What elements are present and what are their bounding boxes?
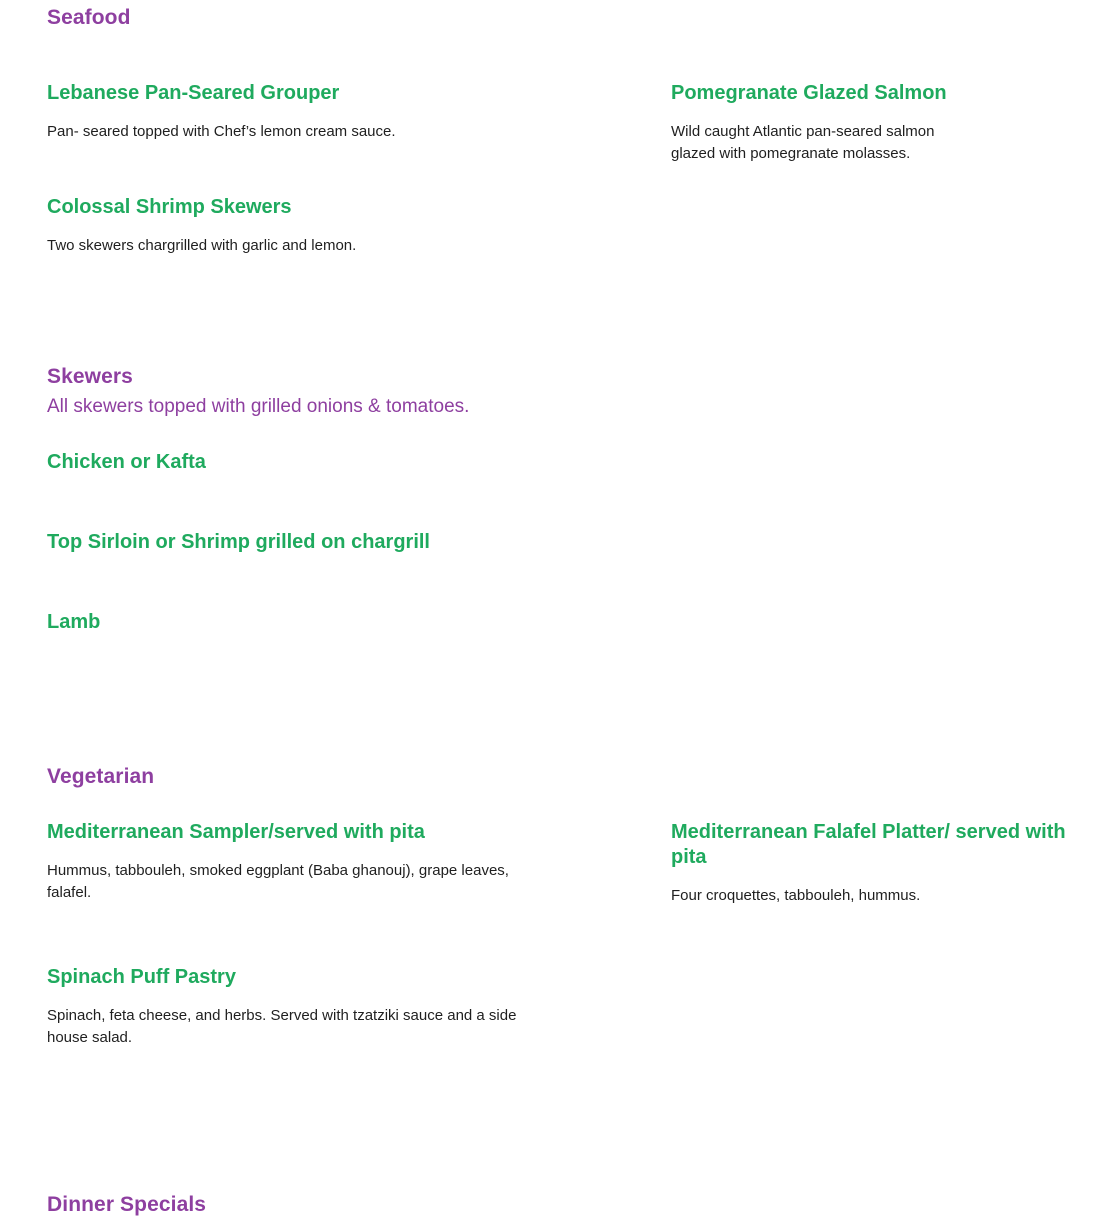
menu-item-name: Top Sirloin or Shrimp grilled on chargrill	[47, 531, 430, 553]
menu-item-spinach-puff-pastry	[47, 965, 547, 1049]
menu-item-name: Chicken or Kafta	[47, 451, 206, 473]
menu-item-shrimp-skewers	[47, 195, 547, 257]
menu-item-description: Pan- seared topped with Chef’s lemon cream sauce.	[47, 123, 396, 140]
menu-item-lamb	[47, 610, 547, 635]
menu-item-sirloin-shrimp	[47, 530, 547, 555]
menu-item-description: Spinach, feta cheese, and herbs. Served with tzatziki sauce and a side house salad.	[47, 1007, 517, 1046]
section-title-next: Dinner Specials	[47, 1193, 207, 1216]
menu-item-name: Lebanese Pan-Seared Grouper	[47, 82, 340, 104]
menu-item-description: Hummus, tabbouleh, smoked eggplant (Baba ghanouj), grape leaves, falafel.	[47, 862, 509, 901]
menu-item-chicken-kafta	[47, 450, 547, 475]
menu-item-name: Spinach Puff Pastry	[47, 966, 236, 988]
menu-item-description: Wild caught Atlantic pan-seared salmon glazed with pomegranate molasses.	[671, 123, 935, 162]
section-title-vegetarian: Vegetarian	[47, 765, 155, 788]
menu-item-name: Lamb	[47, 611, 101, 633]
menu-item-name: Colossal Shrimp Skewers	[47, 196, 292, 218]
menu-item-name: Pomegranate Glazed Salmon	[671, 82, 947, 104]
menu-item-description: Two skewers chargrilled with garlic and lemon.	[47, 237, 357, 254]
section-title-skewers: Skewers	[47, 365, 133, 388]
menu-item-name: Mediterranean Falafel Platter/ served with pita	[671, 821, 1066, 868]
menu-item-pomegranate-salmon	[671, 81, 971, 165]
section-subtitle-skewers: All skewers topped with grilled onions & tomatoes.	[47, 396, 470, 417]
section-title-seafood: Seafood	[47, 6, 131, 29]
menu-item-falafel-platter	[671, 820, 1091, 907]
menu-item-mediterranean-sampler	[47, 820, 547, 904]
menu-item-description: Four croquettes, tabbouleh, hummus.	[671, 887, 921, 904]
menu-item-lebanese-grouper	[47, 81, 547, 143]
menu-item-name: Mediterranean Sampler/served with pita	[47, 821, 425, 843]
